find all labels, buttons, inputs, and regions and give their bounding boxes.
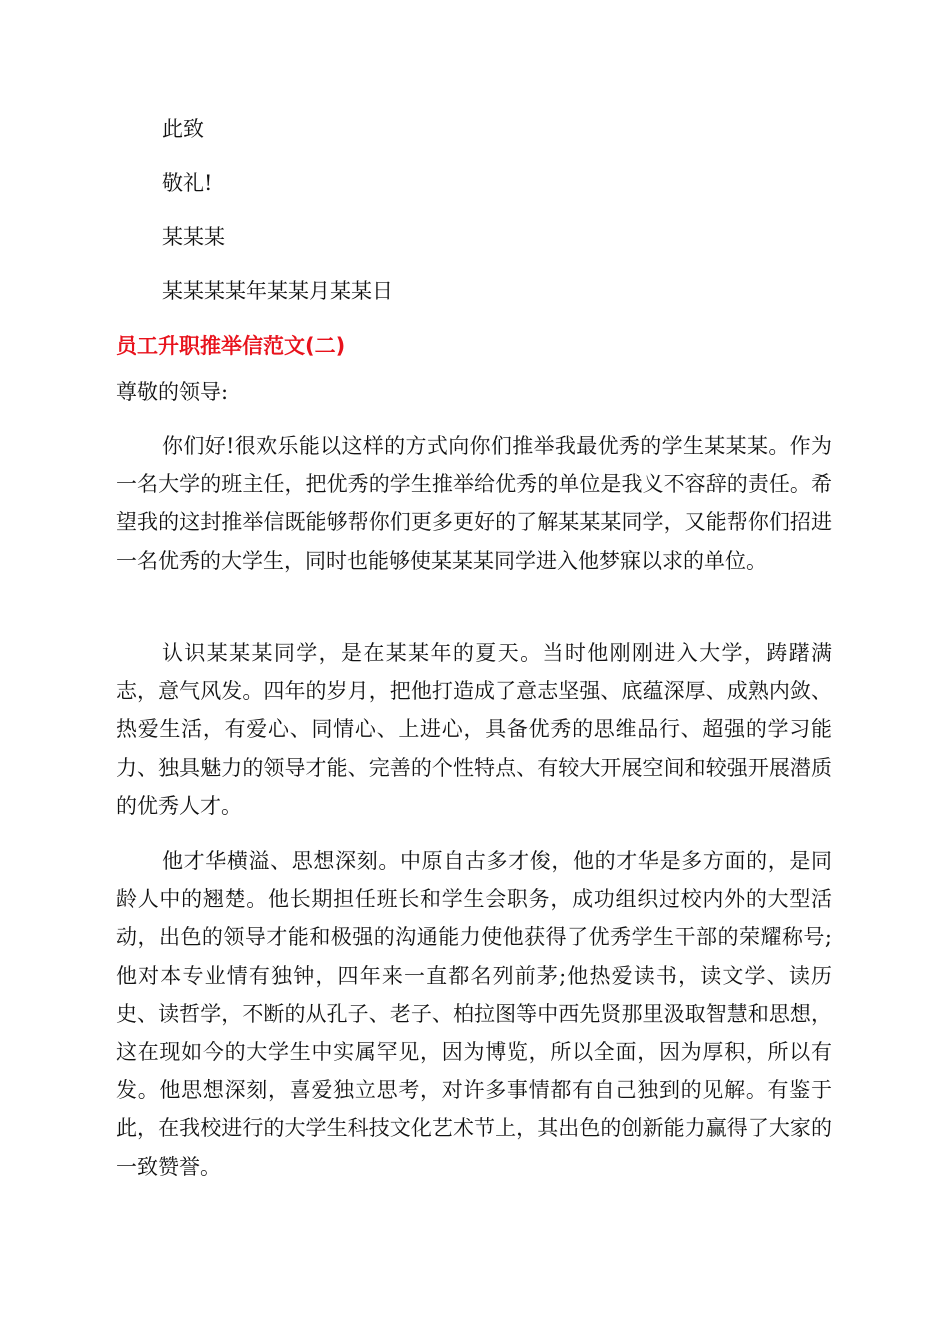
body-paragraph-3: 他才华横溢、思想深刻。中原自古多才俊，他的才华是多方面的，是同龄人中的翘楚。他长期担任班长和学生会职务，成功组织过校内外的大型活动，出色的领导才能和极强的沟通能力使他获得了优秀学生干部的荣耀称号;他对本专业情有独钟，四年来一直都名列前茅;他热爱读书，读文学、读历史、读哲学，不断的从孔子、老子、柏拉图等中西先贤那里汲取智慧和思想，这在现如今的大学生中实属罕见，因为博览，所以全面，因为厚积，所以有发。他思想深刻，喜爱独立思考，对许多事情都有自己独到的见解。有鉴于此，在我校进行的大学生科技文化艺术节上，其出色的创新能力赢得了大家的一致赞誉。 — [116, 849, 832, 1179]
body-paragraph-1: 你们好!很欢乐能以这样的方式向你们推举我最优秀的学生某某某。作为一名大学的班主任，把优秀的学生推举给优秀的单位是我义不容辞的责任。希望我的这封推举信既能够帮你们更多更好的了解某某某同学，又能帮你们招进一名优秀的大学生，同时也能够使某某某同学进入他梦寐以求的单位。 — [116, 434, 832, 573]
signature-date: 某某某某年某某月某某日 — [162, 279, 393, 303]
body-paragraph-2: 认识某某某同学，是在某某年的夏天。当时他刚刚进入大学，踌躇满志，意气风发。四年的岁月，把他打造成了意志坚强、底蕴深厚、成熟内敛、热爱生活，有爱心、同情心、上进心，具备优秀的思维品行、超强的学习能力、独具魅力的领导才能、完善的个性特点、有较大开展空间和较强开展潜质的优秀人才。 — [116, 641, 832, 818]
signature-name: 某某某 — [162, 225, 225, 249]
salutation: 尊敬的领导: — [116, 380, 229, 404]
section-heading: 员工升职推举信范文(二) — [116, 334, 346, 358]
closing-line-1: 此致 — [162, 117, 204, 141]
closing-line-2: 敬礼! — [162, 171, 213, 195]
